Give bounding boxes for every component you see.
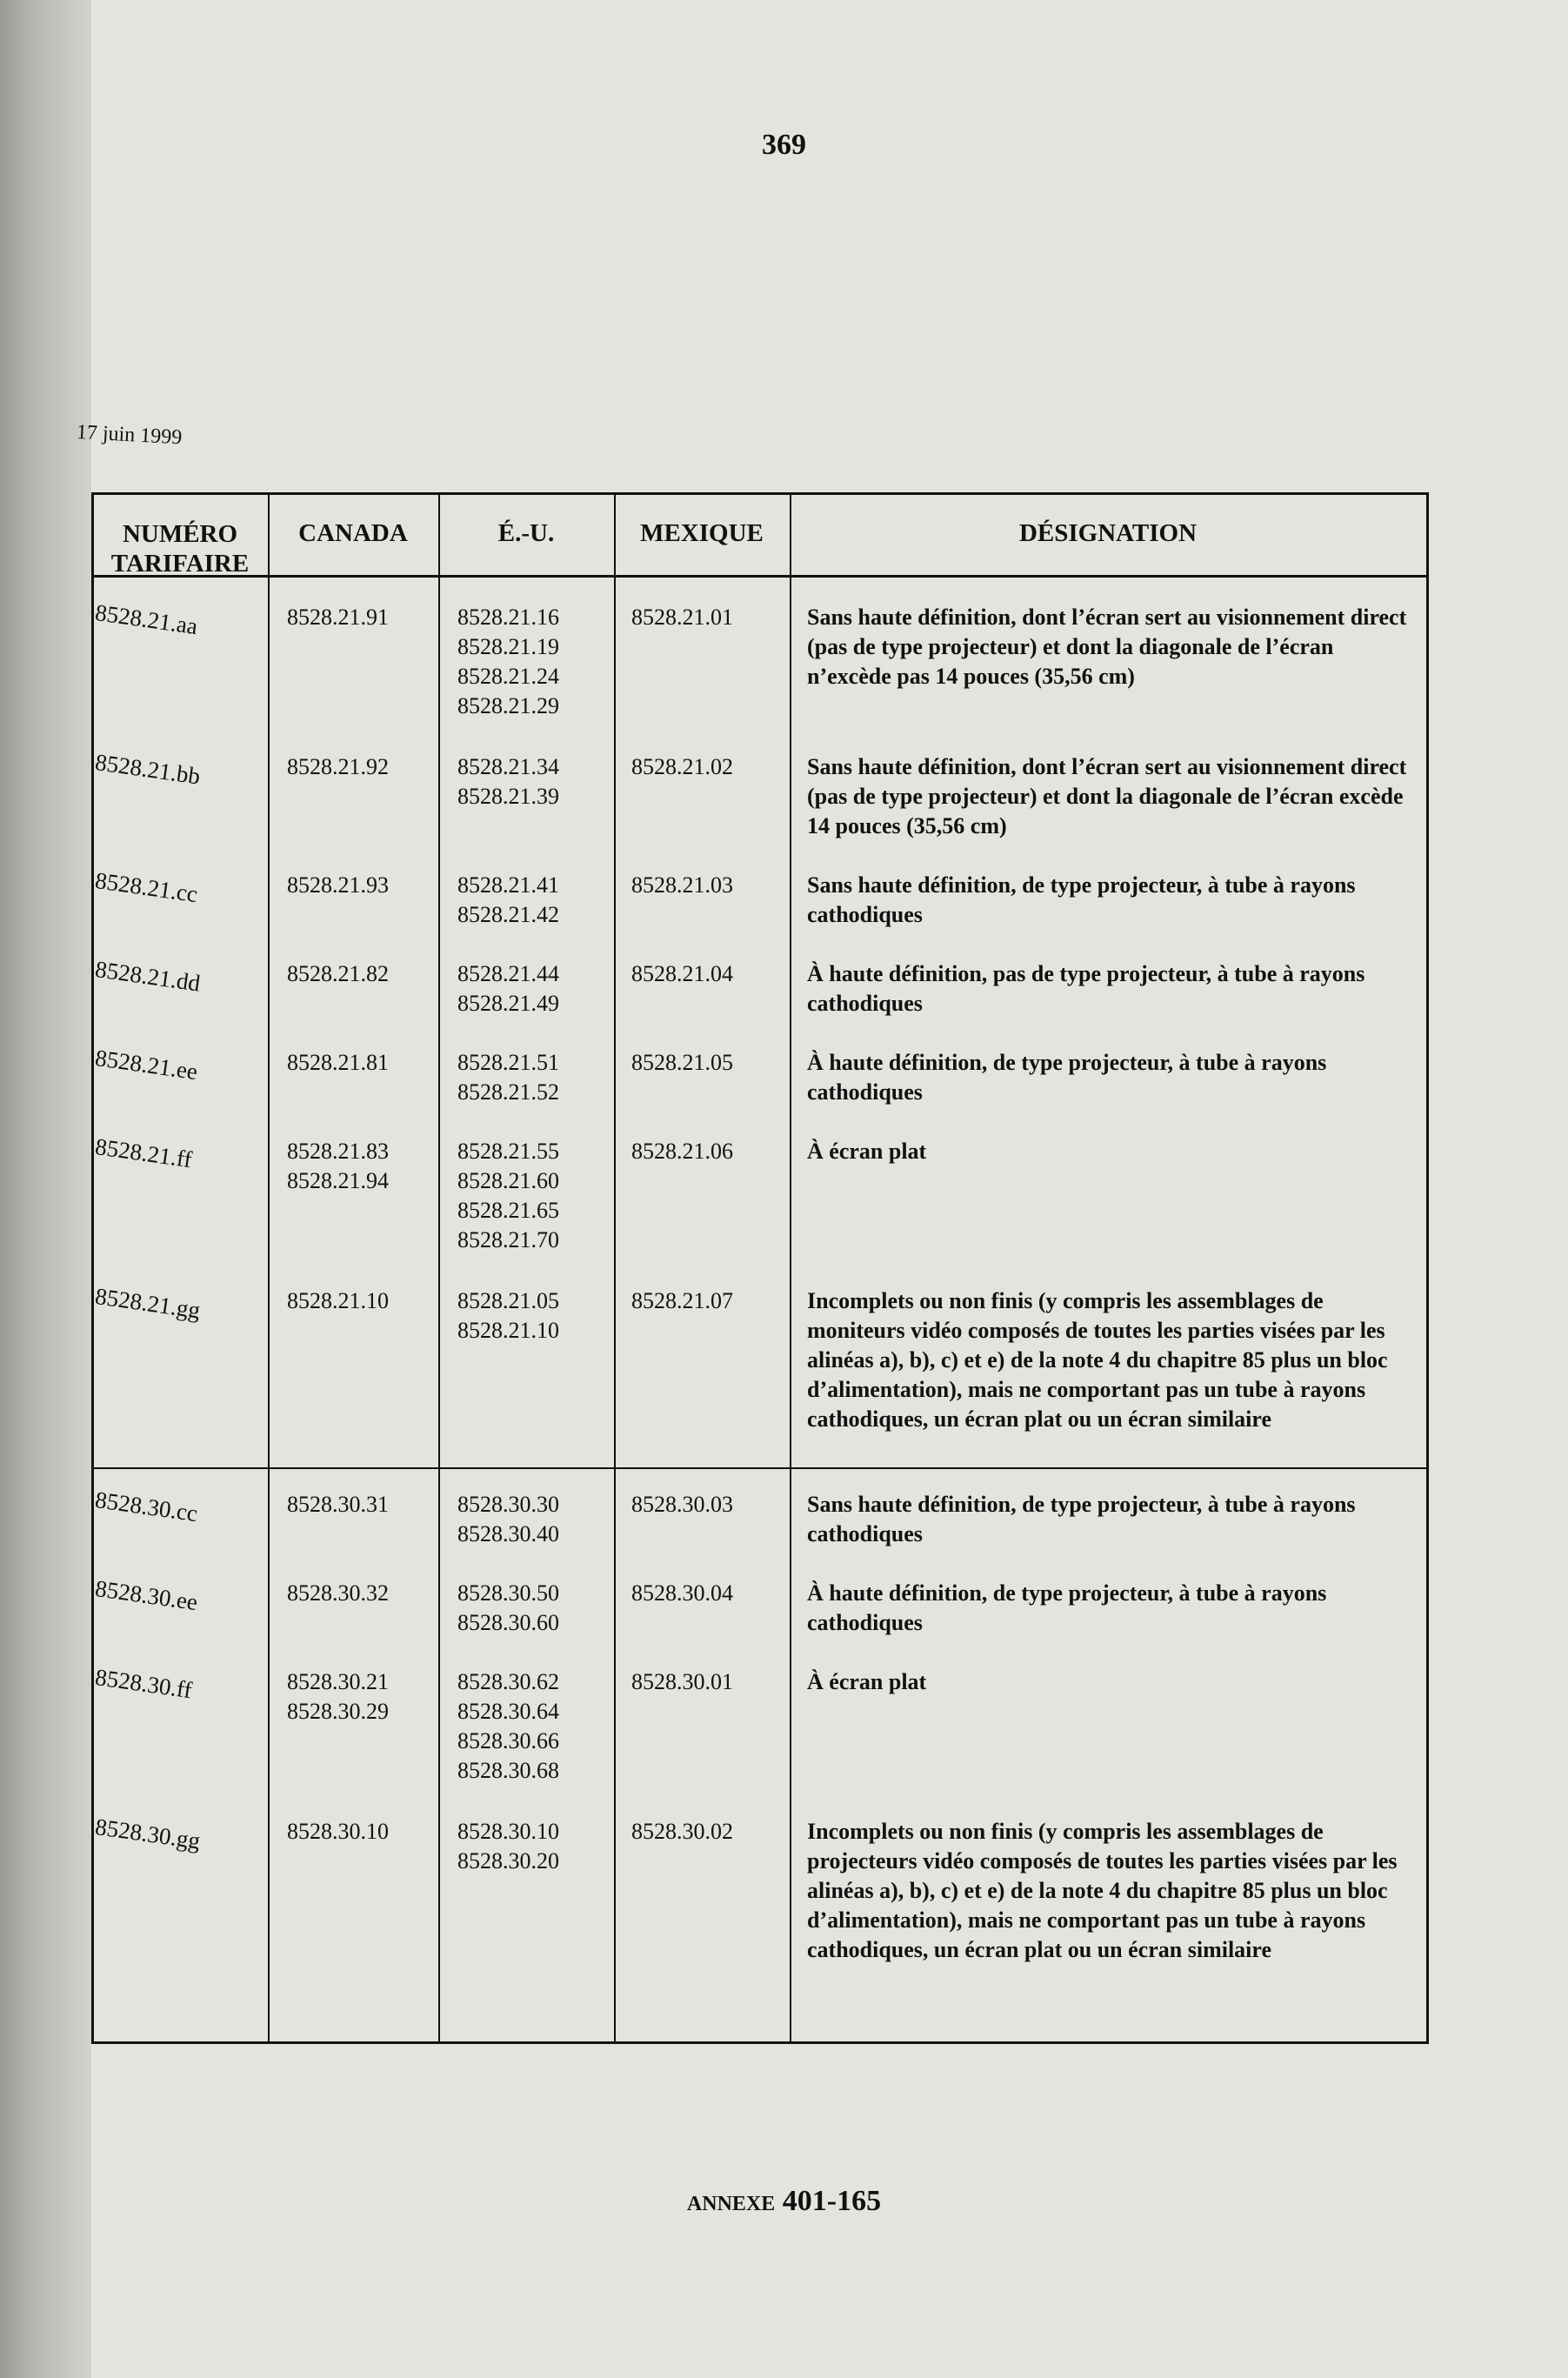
header-eu: É.-U. bbox=[497, 519, 555, 547]
header-tarif: NUMÉRO TARIFAIRE bbox=[110, 520, 250, 578]
canada-code: 8528.21.81 bbox=[287, 1050, 389, 1075]
mexique-code: 8528.21.05 bbox=[631, 1050, 733, 1075]
eu-code: 8528.21.55 8528.21.60 8528.21.65 8528.21.70 bbox=[457, 1139, 559, 1252]
mexique-code: 8528.30.03 bbox=[631, 1492, 733, 1517]
designation-text: À haute définition, de type projecteur, à tube à rayons cathodiques bbox=[807, 1580, 1327, 1635]
tarif-number: 8528.21.cc bbox=[93, 866, 200, 908]
designation-text: Sans haute définition, dont l’écran sert au visionnement direct (pas de type projecteur) et dont la diagonale de l’écran n’excède pas 14 pouces (35,56 cm) bbox=[807, 605, 1407, 689]
canada-code: 8528.30.10 bbox=[287, 1819, 389, 1844]
canada-code: 8528.21.83 8528.21.94 bbox=[287, 1139, 389, 1193]
header-designation: DÉSIGNATION bbox=[1018, 519, 1198, 547]
designation-text: Incomplets ou non finis (y compris les assemblages de moniteurs vidéo composés de toutes les parties visées par les alinéas a), b), c) et e) de la note 4 du chapitre 85 plus un bloc d’alimentation), mais ne comportant pas un tube à rayons cathodiques, un écran plat ou un écran similaire bbox=[807, 1288, 1388, 1432]
canada-code: 8528.21.93 bbox=[287, 872, 389, 898]
tarif-number: 8528.21.ff bbox=[93, 1132, 194, 1173]
eu-code: 8528.30.30 8528.30.40 bbox=[457, 1492, 559, 1546]
designation-text: Sans haute définition, de type projecteur, à tube à rayons cathodiques bbox=[807, 872, 1356, 927]
canada-code: 8528.21.91 bbox=[287, 605, 389, 630]
mexique-code: 8528.30.01 bbox=[631, 1669, 733, 1694]
mexique-code: 8528.21.01 bbox=[631, 605, 733, 630]
eu-code: 8528.30.62 8528.30.64 8528.30.66 8528.30.68 bbox=[457, 1669, 559, 1783]
tariff-table bbox=[91, 492, 1429, 2044]
canada-code: 8528.21.82 bbox=[287, 961, 389, 986]
header-canada: CANADA bbox=[298, 519, 408, 547]
tarif-number: 8528.30.gg bbox=[93, 1813, 203, 1854]
designation-text: Sans haute définition, de type projecteur, à tube à rayons cathodiques bbox=[807, 1492, 1356, 1546]
eu-code: 8528.21.05 8528.21.10 bbox=[457, 1288, 559, 1343]
mexique-code: 8528.21.04 bbox=[631, 961, 733, 986]
designation-text: À écran plat bbox=[807, 1139, 927, 1164]
canada-code: 8528.21.92 bbox=[287, 754, 389, 779]
mexique-code: 8528.21.07 bbox=[631, 1288, 733, 1313]
page-footer bbox=[0, 2185, 1568, 2218]
designation-text: Sans haute définition, dont l’écran sert au visionnement direct (pas de type projecteur) et dont la diagonale de l’écran excède 14 pouces (35,56 cm) bbox=[807, 754, 1407, 838]
mexique-code: 8528.21.06 bbox=[631, 1139, 733, 1164]
column-divider bbox=[438, 495, 440, 2041]
tarif-number: 8528.21.aa bbox=[93, 598, 200, 640]
designation-text: À écran plat bbox=[807, 1669, 927, 1694]
designation-text: À haute définition, de type projecteur, à tube à rayons cathodiques bbox=[807, 1050, 1327, 1105]
section-divider bbox=[94, 1467, 1426, 1469]
tarif-number: 8528.21.dd bbox=[93, 955, 203, 997]
column-divider bbox=[790, 495, 791, 2041]
mexique-code: 8528.21.03 bbox=[631, 872, 733, 898]
footer-number: 401-165 bbox=[782, 2185, 882, 2217]
tarif-number: 8528.21.gg bbox=[93, 1282, 203, 1324]
eu-code: 8528.21.41 8528.21.42 bbox=[457, 872, 559, 927]
mexique-code: 8528.30.04 bbox=[631, 1580, 733, 1606]
tarif-number: 8528.30.cc bbox=[93, 1486, 200, 1527]
bleed-through-text bbox=[1261, 396, 1269, 429]
eu-code: 8528.21.44 8528.21.49 bbox=[457, 961, 559, 1016]
header-mexique: MEXIQUE bbox=[640, 519, 764, 547]
eu-code: 8528.21.51 8528.21.52 bbox=[457, 1050, 559, 1105]
date-stamp: 17 juin 1999 bbox=[76, 421, 183, 450]
eu-code: 8528.30.50 8528.30.60 bbox=[457, 1580, 559, 1635]
tarif-number: 8528.30.ff bbox=[93, 1663, 194, 1704]
footer-prefix: ANNEXE bbox=[686, 2193, 776, 2215]
tarif-number: 8528.21.bb bbox=[93, 748, 203, 790]
mexique-code: 8528.30.02 bbox=[631, 1819, 733, 1844]
designation-text: À haute définition, pas de type projecteur, à tube à rayons cathodiques bbox=[807, 961, 1365, 1016]
eu-code: 8528.30.10 8528.30.20 bbox=[457, 1819, 559, 1874]
eu-code: 8528.21.34 8528.21.39 bbox=[457, 754, 559, 809]
canada-code: 8528.30.21 8528.30.29 bbox=[287, 1669, 389, 1724]
header-divider bbox=[94, 575, 1426, 578]
canada-code: 8528.30.31 bbox=[287, 1492, 389, 1517]
tarif-number: 8528.30.ee bbox=[93, 1574, 200, 1616]
canada-code: 8528.30.32 bbox=[287, 1580, 389, 1606]
column-divider bbox=[268, 495, 270, 2041]
page-number: 369 bbox=[762, 129, 806, 161]
eu-code: 8528.21.16 8528.21.19 8528.21.24 8528.21.29 bbox=[457, 605, 559, 718]
designation-text: Incomplets ou non finis (y compris les assemblages de projecteurs vidéo composés de toutes les parties visées par les alinéas a), b), c) et e) de la note 4 du chapitre 85 plus un bloc d’alimentation), mais ne comportant pas un tube à rayons cathodiques, un écran plat ou un écran similaire bbox=[807, 1819, 1398, 1962]
page-gutter bbox=[0, 0, 91, 2378]
column-divider bbox=[614, 495, 616, 2041]
canada-code: 8528.21.10 bbox=[287, 1288, 389, 1313]
mexique-code: 8528.21.02 bbox=[631, 754, 733, 779]
tarif-number: 8528.21.ee bbox=[93, 1044, 200, 1085]
